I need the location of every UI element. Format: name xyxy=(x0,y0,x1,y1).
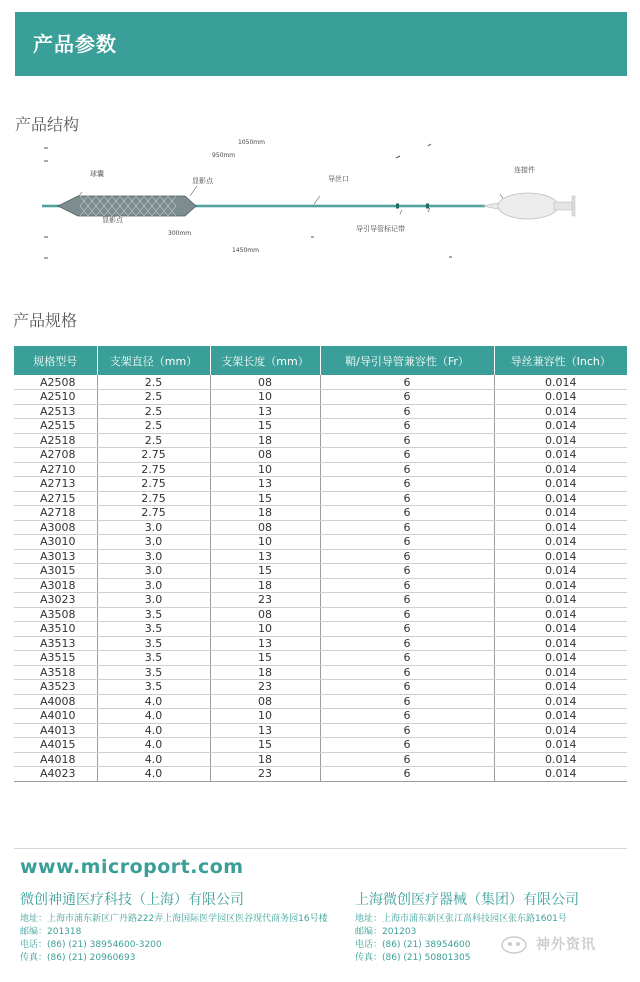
table-cell: 6 xyxy=(320,419,494,434)
table-header-cell: 支架长度（mm） xyxy=(210,346,320,375)
section-title-spec: 产品规格 xyxy=(13,311,78,330)
table-cell: 6 xyxy=(320,767,494,782)
table-cell: 6 xyxy=(320,520,494,535)
table-cell: 10 xyxy=(210,709,320,724)
table-cell: 2.5 xyxy=(97,404,210,419)
watermark-logo-icon xyxy=(498,932,534,956)
table-cell: 0.014 xyxy=(494,477,627,492)
table-row xyxy=(14,549,627,564)
table-row xyxy=(14,491,627,506)
table-cell: 6 xyxy=(320,636,494,651)
table-cell: 6 xyxy=(320,709,494,724)
table-cell: 0.014 xyxy=(494,593,627,608)
company-name-left: 微创神通医疗科技（上海）有限公司 xyxy=(20,892,244,908)
table-row xyxy=(14,477,627,492)
table-cell: 13 xyxy=(210,549,320,564)
table-cell: 08 xyxy=(210,520,320,535)
table-cell: 15 xyxy=(210,419,320,434)
phone-left: 电话：(86) (21) 38954600-3200 xyxy=(20,940,162,950)
model-cell: A2718 xyxy=(14,506,97,521)
table-row xyxy=(14,694,627,709)
table-cell: 6 xyxy=(320,593,494,608)
table-cell: 6 xyxy=(320,564,494,579)
model-cell: A2508 xyxy=(14,375,97,390)
table-cell: 2.5 xyxy=(97,390,210,405)
table-cell: 13 xyxy=(210,404,320,419)
table-cell: 3.5 xyxy=(97,636,210,651)
table-row xyxy=(14,738,627,753)
fax-right: 传真：(86) (21) 50801305 xyxy=(355,953,471,963)
watermark-text: 神外资讯 xyxy=(536,937,596,953)
model-cell: A3513 xyxy=(14,636,97,651)
table-cell: 0.014 xyxy=(494,564,627,579)
model-cell: A4023 xyxy=(14,767,97,782)
table-row xyxy=(14,651,627,666)
table-header-cell: 导丝兼容性（Inch） xyxy=(494,346,627,375)
table-cell: 6 xyxy=(320,680,494,695)
model-cell: A4008 xyxy=(14,694,97,709)
table-cell: 6 xyxy=(320,738,494,753)
table-header-row xyxy=(14,346,627,375)
table-cell: 0.014 xyxy=(494,404,627,419)
table-row xyxy=(14,448,627,463)
model-cell: A2713 xyxy=(14,477,97,492)
section-title-structure: 产品结构 xyxy=(15,115,80,134)
page-title: 产品参数 xyxy=(33,32,117,56)
table-row xyxy=(14,578,627,593)
table-cell: 4.0 xyxy=(97,752,210,767)
table-cell: 4.0 xyxy=(97,738,210,753)
table-cell: 0.014 xyxy=(494,506,627,521)
table-cell: 10 xyxy=(210,390,320,405)
model-cell: A4018 xyxy=(14,752,97,767)
label-guide-marker: 导引导管标记带 xyxy=(356,225,405,233)
table-cell: 6 xyxy=(320,404,494,419)
table-cell: 0.014 xyxy=(494,419,627,434)
model-cell: A3518 xyxy=(14,665,97,680)
model-cell: A3008 xyxy=(14,520,97,535)
table-cell: 6 xyxy=(320,535,494,550)
table-cell: 6 xyxy=(320,477,494,492)
model-cell: A2518 xyxy=(14,433,97,448)
header-bar xyxy=(15,12,627,76)
table-cell: 08 xyxy=(210,375,320,390)
table-cell: 2.5 xyxy=(97,375,210,390)
luer-flange-icon xyxy=(572,196,575,216)
table-row xyxy=(14,607,627,622)
table-cell: 15 xyxy=(210,564,320,579)
dim-300: 300mm xyxy=(168,230,192,237)
dim-950: 950mm xyxy=(212,152,236,159)
table-cell: 3.0 xyxy=(97,578,210,593)
table-cell: 2.5 xyxy=(97,419,210,434)
table-cell: 0.014 xyxy=(494,651,627,666)
table-cell: 3.5 xyxy=(97,651,210,666)
table-row xyxy=(14,404,627,419)
table-header-cell: 支架直径（mm） xyxy=(97,346,210,375)
marker-band-2 xyxy=(426,204,429,209)
table-cell: 6 xyxy=(320,723,494,738)
contact-block-left xyxy=(20,913,328,965)
model-cell: A3010 xyxy=(14,535,97,550)
table-row xyxy=(14,767,627,782)
marker-band-1 xyxy=(396,204,399,209)
table-cell: 13 xyxy=(210,723,320,738)
table-cell: 6 xyxy=(320,665,494,680)
table-cell: 0.014 xyxy=(494,448,627,463)
table-cell: 4.0 xyxy=(97,767,210,782)
dim-1450: 1450mm xyxy=(232,247,259,254)
table-cell: 3.5 xyxy=(97,622,210,637)
label-marker-bottom: 显影点 xyxy=(102,216,123,224)
table-cell: 0.014 xyxy=(494,738,627,753)
company-name-right: 上海微创医疗器械（集团）有限公司 xyxy=(355,892,579,908)
table-cell: 0.014 xyxy=(494,462,627,477)
model-cell: A2515 xyxy=(14,419,97,434)
model-cell: A3515 xyxy=(14,651,97,666)
table-cell: 0.014 xyxy=(494,767,627,782)
table-cell: 2.75 xyxy=(97,448,210,463)
dim-1050: 1050mm xyxy=(238,139,265,146)
balloon-stent-icon xyxy=(58,196,196,216)
table-cell: 0.014 xyxy=(494,520,627,535)
table-cell: 23 xyxy=(210,767,320,782)
model-cell: A3508 xyxy=(14,607,97,622)
table-cell: 0.014 xyxy=(494,694,627,709)
table-row xyxy=(14,680,627,695)
address-right: 地址：上海市浦东新区张江高科技园区张东路1601号 xyxy=(355,914,567,924)
phone-right: 电话：(86) (21) 38954600 xyxy=(355,940,471,950)
table-row xyxy=(14,709,627,724)
table-row xyxy=(14,535,627,550)
model-cell: A2710 xyxy=(14,462,97,477)
model-cell: A3510 xyxy=(14,622,97,637)
table-row xyxy=(14,564,627,579)
table-cell: 23 xyxy=(210,593,320,608)
table-cell: 0.014 xyxy=(494,723,627,738)
table-header-cell: 规格型号 xyxy=(14,346,97,375)
table-cell: 10 xyxy=(210,622,320,637)
table-cell: 3.0 xyxy=(97,564,210,579)
table-row xyxy=(14,433,627,448)
table-cell: 2.5 xyxy=(97,433,210,448)
table-cell: 6 xyxy=(320,694,494,709)
spec-table xyxy=(14,346,627,782)
fax-left: 传真：(86) (21) 20960693 xyxy=(20,953,136,963)
hub-body-icon xyxy=(498,193,558,219)
table-row xyxy=(14,723,627,738)
table-cell: 3.5 xyxy=(97,680,210,695)
table-cell: 15 xyxy=(210,738,320,753)
table-cell: 6 xyxy=(320,651,494,666)
table-cell: 18 xyxy=(210,665,320,680)
table-cell: 10 xyxy=(210,535,320,550)
table-cell: 2.75 xyxy=(97,491,210,506)
table-cell: 3.0 xyxy=(97,593,210,608)
table-cell: 6 xyxy=(320,607,494,622)
watermark xyxy=(498,932,630,956)
footer-divider xyxy=(14,848,627,849)
label-guidewire-port: 导丝口 xyxy=(328,175,349,183)
table-cell: 3.0 xyxy=(97,535,210,550)
table-row xyxy=(14,636,627,651)
table-cell: 08 xyxy=(210,448,320,463)
model-cell: A2510 xyxy=(14,390,97,405)
table-cell: 6 xyxy=(320,578,494,593)
table-row xyxy=(14,462,627,477)
table-cell: 13 xyxy=(210,636,320,651)
model-cell: A3015 xyxy=(14,564,97,579)
table-cell: 3.5 xyxy=(97,665,210,680)
model-cell: A4010 xyxy=(14,709,97,724)
table-cell: 18 xyxy=(210,578,320,593)
table-cell: 2.75 xyxy=(97,477,210,492)
table-cell: 6 xyxy=(320,491,494,506)
table-cell: 0.014 xyxy=(494,752,627,767)
table-cell: 6 xyxy=(320,622,494,637)
model-cell: A4013 xyxy=(14,723,97,738)
website-link[interactable]: www.microport.com xyxy=(20,856,244,878)
table-cell: 18 xyxy=(210,752,320,767)
label-connector: 连接件 xyxy=(514,166,535,174)
table-cell: 0.014 xyxy=(494,578,627,593)
table-cell: 18 xyxy=(210,506,320,521)
table-cell: 08 xyxy=(210,694,320,709)
table-cell: 0.014 xyxy=(494,535,627,550)
table-cell: 6 xyxy=(320,506,494,521)
postcode-right: 邮编：201203 xyxy=(355,927,417,937)
table-cell: 6 xyxy=(320,752,494,767)
table-cell: 6 xyxy=(320,433,494,448)
address-left: 地址：上海市浦东新区广丹路222弄上海国际医学园区医谷现代商务园16号楼 xyxy=(20,914,328,924)
table-row xyxy=(14,506,627,521)
table-cell: 3.0 xyxy=(97,520,210,535)
table-cell: 6 xyxy=(320,390,494,405)
table-cell: 3.0 xyxy=(97,549,210,564)
table-cell: 6 xyxy=(320,375,494,390)
table-cell: 0.014 xyxy=(494,433,627,448)
model-cell: A3023 xyxy=(14,593,97,608)
model-cell: A3018 xyxy=(14,578,97,593)
table-cell: 13 xyxy=(210,477,320,492)
model-cell: A2513 xyxy=(14,404,97,419)
table-cell: 0.014 xyxy=(494,491,627,506)
table-cell: 6 xyxy=(320,462,494,477)
table-cell: 4.0 xyxy=(97,709,210,724)
table-cell: 0.014 xyxy=(494,390,627,405)
table-row xyxy=(14,622,627,637)
table-cell: 2.75 xyxy=(97,462,210,477)
table-row xyxy=(14,419,627,434)
model-cell: A3013 xyxy=(14,549,97,564)
table-cell: 15 xyxy=(210,651,320,666)
model-cell: A3523 xyxy=(14,680,97,695)
table-cell: 10 xyxy=(210,462,320,477)
product-structure-diagram xyxy=(30,134,610,266)
table-row xyxy=(14,520,627,535)
table-cell: 0.014 xyxy=(494,549,627,564)
table-cell: 4.0 xyxy=(97,723,210,738)
table-row xyxy=(14,752,627,767)
table-cell: 08 xyxy=(210,607,320,622)
table-row xyxy=(14,665,627,680)
table-body xyxy=(14,375,627,781)
table-cell: 3.5 xyxy=(97,607,210,622)
model-cell: A2708 xyxy=(14,448,97,463)
table-cell: 0.014 xyxy=(494,665,627,680)
table-row xyxy=(14,390,627,405)
table-row xyxy=(14,593,627,608)
table-cell: 15 xyxy=(210,491,320,506)
table-cell: 0.014 xyxy=(494,375,627,390)
table-cell: 18 xyxy=(210,433,320,448)
model-cell: A2715 xyxy=(14,491,97,506)
label-marker-top: 显影点 xyxy=(192,177,213,185)
table-header-cell: 鞘/导引导管兼容性（Fr） xyxy=(320,346,494,375)
table-cell: 4.0 xyxy=(97,694,210,709)
table-cell: 0.014 xyxy=(494,636,627,651)
model-cell: A4015 xyxy=(14,738,97,753)
table-cell: 0.014 xyxy=(494,709,627,724)
table-cell: 0.014 xyxy=(494,607,627,622)
postcode-left: 邮编：201318 xyxy=(20,927,82,937)
label-balloon: 球囊 xyxy=(90,170,104,178)
table-cell: 0.014 xyxy=(494,622,627,637)
table-cell: 6 xyxy=(320,549,494,564)
luer-connector-icon xyxy=(554,202,574,210)
table-row xyxy=(14,375,627,390)
table-cell: 6 xyxy=(320,448,494,463)
table-cell: 2.75 xyxy=(97,506,210,521)
table-cell: 23 xyxy=(210,680,320,695)
table-cell: 0.014 xyxy=(494,680,627,695)
